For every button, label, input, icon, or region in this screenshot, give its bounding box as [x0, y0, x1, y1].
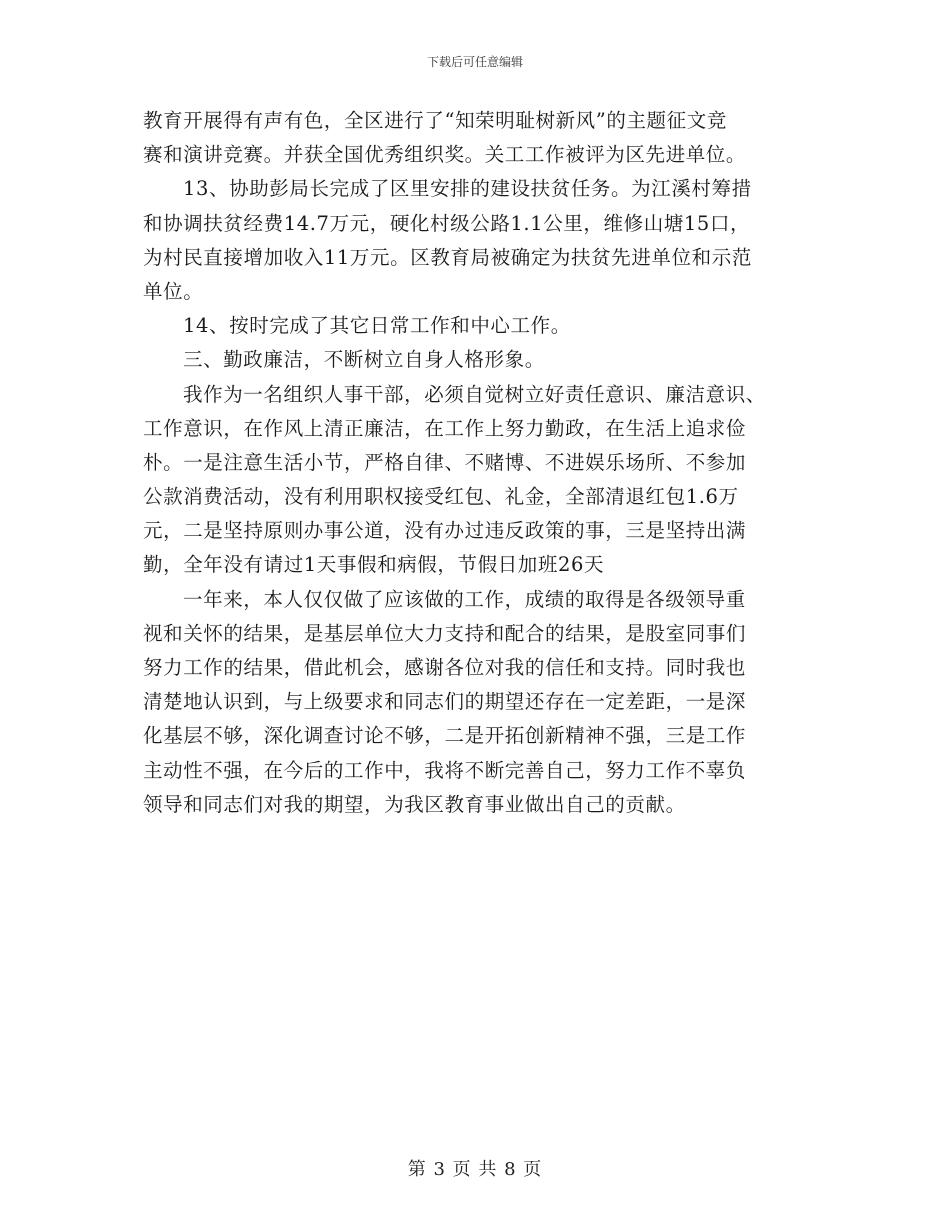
text-line: 主动性不强，在今后的工作中，我将不断完善自己，努力工作不辜负 [143, 758, 747, 782]
text-line: 单位。 [143, 279, 204, 303]
text-line: 元，二是坚持原则办事公道，没有办过违反政策的事，三是坚持出满 [143, 519, 747, 543]
text-line: 教育开展得有声有色，全区进行了“知荣明耻树新风”的主题征文竞 [143, 109, 727, 132]
text-line: 工作意识，在作风上清正廉洁，在工作上努力勤政，在生活上追求俭 [143, 416, 747, 440]
text-line: 我作为一名组织人事干部，必须自觉树立好责任意识、廉洁意识、 [183, 382, 766, 406]
text-line: 化基层不够，深化调查讨论不够，二是开拓创新精神不强，三是工作 [143, 724, 747, 748]
page-number: 第 3 页 共 8 页 [407, 1159, 543, 1180]
text-line: 清楚地认识到，与上级要求和同志们的期望还存在一定差距，一是深 [143, 690, 747, 714]
text-line: 视和关怀的结果，是基层单位大力支持和配合的结果，是股室同事们 [143, 621, 747, 645]
text-line: 13、协助彭局长完成了区里安排的建设扶贫任务。为江溪村筹措 [183, 177, 752, 201]
text-line: 朴。一是注意生活小节，严格自律、不赌博、不进娱乐场所、不参加 [143, 450, 747, 474]
page-header: 下载后可任意编辑 [426, 55, 523, 69]
text-line: 为村民直接增加收入11万元。区教育局被确定为扶贫先进单位和示范 [143, 245, 752, 269]
text-line: 14、按时完成了其它日常工作和中心工作。 [183, 314, 571, 338]
document-body [143, 104, 815, 822]
text-line: 一年来，本人仅仅做了应该做的工作，成绩的取得是各级领导重 [183, 587, 746, 611]
text-line: 公款消费活动，没有利用职权接受红包、礼金，全部清退红包1.6万 [143, 485, 739, 509]
text-line: 和协调扶贫经费14.7万元，硬化村级公路1.1公里，维修山塘15口， [143, 211, 751, 235]
section-heading: 三、勤政廉洁，不断树立自身人格形象。 [183, 348, 545, 372]
text-line: 赛和演讲竞赛。并获全国优秀组织奖。关工工作被评为区先进单位。 [143, 143, 747, 167]
text-line: 领导和同志们对我的期望，为我区教育事业做出自己的贡献。 [143, 792, 686, 816]
text-line: 勤，全年没有请过1天事假和病假，节假日加班26天 [143, 553, 605, 577]
text-line: 努力工作的结果，借此机会，感谢各位对我的信任和支持。同时我也 [143, 656, 747, 679]
